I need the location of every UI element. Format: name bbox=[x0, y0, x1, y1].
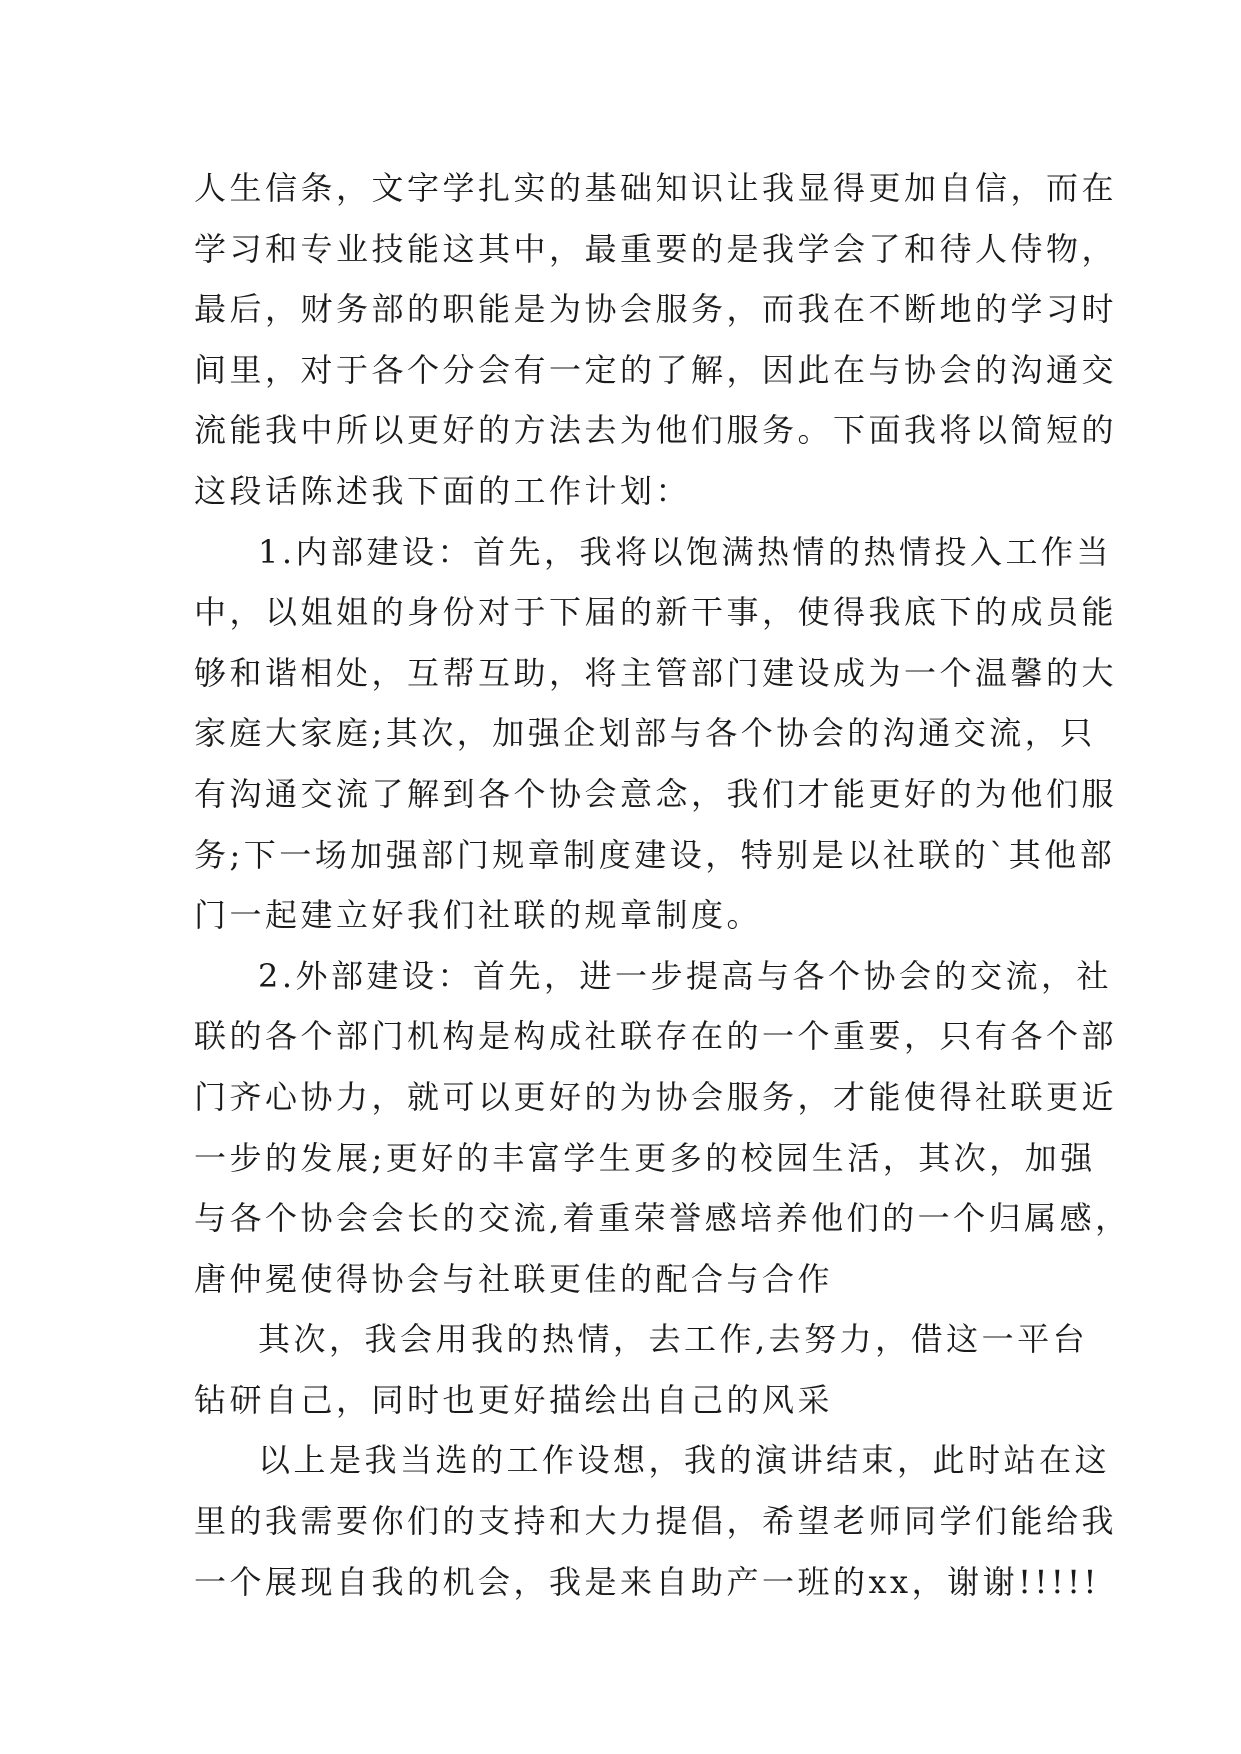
text-line: 够和谐相处，互帮互助，将主管部门建设成为一个温馨的大 bbox=[194, 653, 1118, 692]
text-line: 中，以姐姐的身份对于下届的新干事，使得我底下的成员能 bbox=[194, 593, 1118, 632]
text-line: 联的各个部门机构是构成社联存在的一个重要，只有各个部 bbox=[194, 1017, 1118, 1056]
text-line: 最后，财务部的职能是为协会服务，而我在不断地的学习时 bbox=[194, 290, 1118, 329]
text-line: 有沟通交流了解到各个协会意念，我们才能更好的为他们服 bbox=[194, 774, 1118, 813]
text-line: 家庭大家庭;其次，加强企划部与各个协会的沟通交流，只 bbox=[194, 714, 1096, 753]
text-line: 钻研自己，同时也更好描绘出自己的风采 bbox=[194, 1380, 834, 1419]
text-line: 这段话陈述我下面的工作计划： bbox=[194, 471, 692, 510]
text-line: 1.内部建设：首先，我将以饱满热情的热情投入工作当 bbox=[258, 532, 1113, 571]
document-body bbox=[194, 158, 1131, 1612]
text-line: 里的我需要你们的支持和大力提倡，希望老师同学们能给我 bbox=[194, 1502, 1118, 1541]
text-line: 流能我中所以更好的方法去为他们服务。下面我将以简短的 bbox=[194, 411, 1118, 450]
text-line: 间里，对于各个分会有一定的了解，因此在与协会的沟通交 bbox=[194, 350, 1118, 389]
text-line: 唐仲冕使得协会与社联更佳的配合与合作 bbox=[194, 1259, 834, 1298]
text-line: 与各个协会会长的交流,着重荣誉感培养他们的一个归属感， bbox=[194, 1199, 1131, 1238]
text-line: 学习和专业技能这其中，最重要的是我学会了和待人侍物， bbox=[194, 229, 1118, 268]
text-line: 门一起建立好我们社联的规章制度。 bbox=[194, 896, 763, 935]
text-line: 以上是我当选的工作设想，我的演讲结束，此时站在这 bbox=[258, 1441, 1111, 1480]
text-line: 2.外部建设：首先，进一步提高与各个协会的交流，社 bbox=[258, 956, 1113, 995]
text-line: 务;下一场加强部门规章制度建设，特别是以社联的`其他部 bbox=[194, 835, 1116, 874]
text-line: 一步的发展;更好的丰富学生更多的校园生活，其次，加强 bbox=[194, 1138, 1096, 1177]
text-line: 门齐心协力，就可以更好的为协会服务，才能使得社联更近 bbox=[194, 1077, 1118, 1116]
text-line: 其次，我会用我的热情，去工作,去努力，借这一平台 bbox=[258, 1320, 1089, 1359]
text-line: 人生信条，文字学扎实的基础知识让我显得更加自信，而在 bbox=[194, 169, 1118, 207]
text-line: 一个展现自我的机会，我是来自助产一班的xx，谢谢!!!!! bbox=[194, 1562, 1100, 1601]
